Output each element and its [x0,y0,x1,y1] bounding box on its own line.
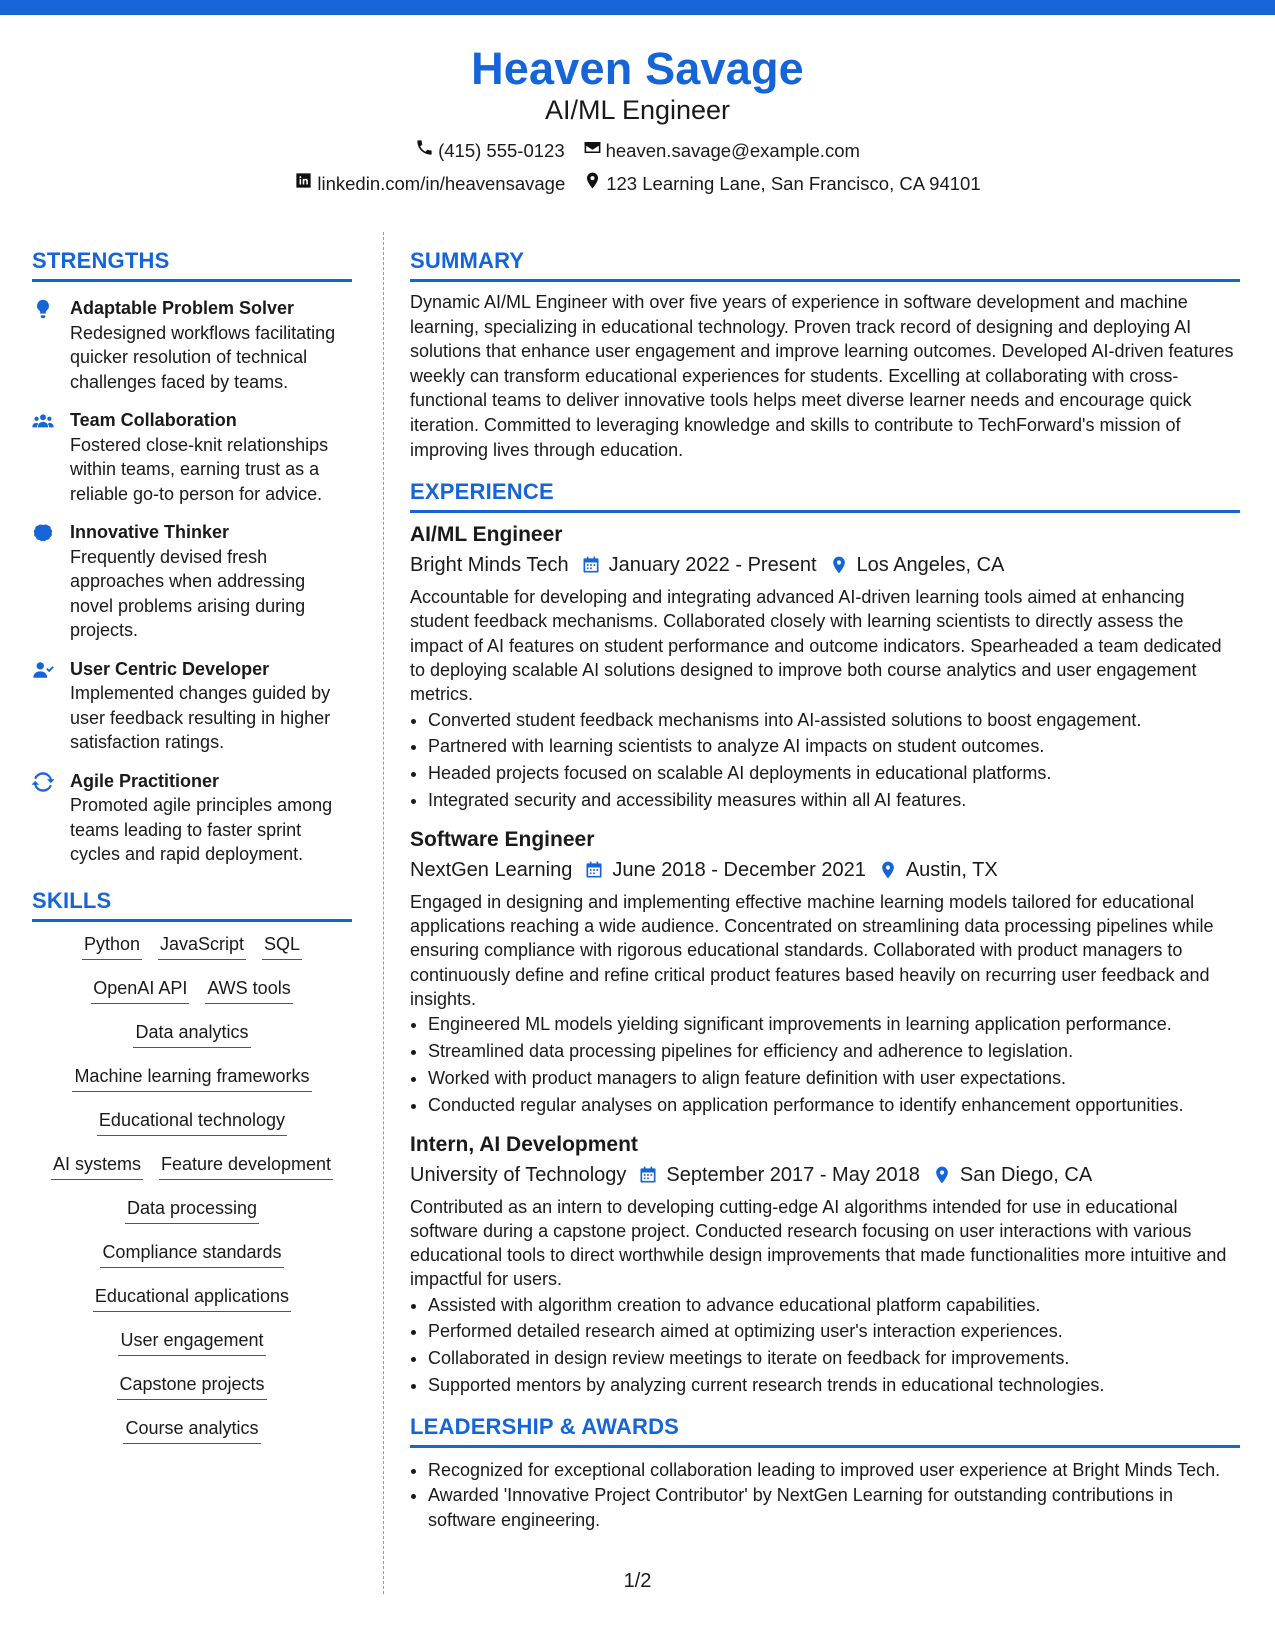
page-number: 1/2 [623,1570,652,1592]
strength-item [32,657,352,755]
skill-row [32,1372,352,1400]
job-entry [410,521,1240,814]
skill-tag: Feature development [159,1152,333,1180]
company-name: Bright Minds Tech [410,554,569,577]
strengths-heading: STRENGTHS [32,247,352,282]
contact-email [583,138,860,163]
bullet-item: • Engineered ML models yielding significant improvements in learning application performance. [428,1011,1240,1038]
bullet-item: • Headed projects focused on scalable AI deployments in educational platforms. [428,760,1240,787]
job-title: Intern, AI Development [410,1132,638,1156]
skill-row [32,1328,352,1356]
strength-description: Fostered close-knit relationships within teams, earning trust as a reliable go-to person for advice. [70,434,329,504]
skill-tag: User engagement [118,1328,265,1356]
top-accent-bar [0,0,1275,15]
job-meta [410,551,1240,579]
skill-row [32,1064,352,1092]
skill-tag: Educational applications [93,1284,291,1312]
address-text: 123 Learning Lane, San Francisco, CA 94101 [606,172,981,194]
skill-tag: Machine learning frameworks [72,1064,311,1092]
skills-list [32,932,352,1444]
skill-row [32,1020,352,1048]
brain-icon [32,522,56,544]
skill-row [32,1152,352,1180]
candidate-name: Heaven Savage [471,43,804,94]
strength-title: Agile Practitioner [70,770,220,791]
skill-row [32,932,352,960]
contact-address [583,171,980,196]
company-name: NextGen Learning [410,858,573,881]
strength-item [32,296,352,394]
envelope-icon [583,138,602,163]
strength-title: Innovative Thinker [70,522,230,542]
job-location: Los Angeles, CA [856,554,1005,577]
award-item: • Recognized for exceptional collaboration leading to improved user experience at Bright Minds Tech. [428,1458,1240,1483]
bullet-item: • Assisted with algorithm creation to advance educational platform capabilities. [428,1292,1240,1319]
skill-tag: Course analytics [123,1416,260,1444]
strength-description: Frequently devised fresh approaches when addressing novel problems arising during projects. [70,546,306,640]
skill-tag: Data analytics [133,1020,250,1048]
map-pin-icon [878,860,898,880]
resume-header [0,42,1275,196]
job-bullets [410,1292,1240,1399]
skill-tag: AWS tools [205,976,292,1004]
job-meta [410,856,1240,884]
strength-item [32,520,352,643]
skill-tag: JavaScript [158,932,246,960]
strength-title: Team Collaboration [70,410,237,430]
skill-tag: AI systems [51,1152,143,1180]
job-location: Austin, TX [905,858,998,881]
bullet-item: • Integrated security and accessibility measures within all AI features. [428,787,1240,814]
strength-item [32,408,352,506]
map-pin-icon [932,1165,952,1185]
email-link[interactable]: heaven.savage@example.com [605,139,860,161]
job-bullets [410,707,1240,814]
phone-text[interactable]: (415) 555-0123 [438,139,565,161]
job-description: Accountable for developing and integrating advanced AI-driven learning tools aimed at enhancing student feedback mechanisms. Collaborated closely with learning scientists to directly assess the impact of AI features on student performance and outcome indicators. Spearheaded a team dedicated to deploying scalable AI solutions designed to improve both course analytics and user engagement metrics. [410,587,1222,705]
sync-icon [32,771,56,793]
user-check-icon [32,659,56,681]
award-item: • Awarded 'Innovative Project Contributor' by NextGen Learning for outstanding contributions in software engineering. [428,1483,1240,1532]
candidate-title: AI/ML Engineer [544,95,731,125]
phone-icon [415,138,434,163]
job-title: AI/ML Engineer [410,523,563,547]
skill-row [32,1108,352,1136]
job-meta [410,1161,1240,1189]
strength-title: Adaptable Problem Solver [70,298,295,318]
job-entry [410,826,1240,1119]
linkedin-link[interactable]: linkedin.com/in/heavensavage [317,172,566,194]
job-title: Software Engineer [410,827,595,851]
awards-list [410,1458,1240,1533]
job-entry [410,1131,1240,1399]
summary-text: Dynamic AI/ML Engineer with over five years of experience in software development and machine learning, specializing in educational technology. Proven track record of designing and deploying AI solutions that enhance user engagement and improve learning outcomes. Developed AI-driven features weekly can transform educational experiences for students. Excelling at collaborating with cross-functional teams to deliver innovative tools helps meet diverse learner needs and encourage quick iteration. Committed to leveraging knowledge and skills to contribute to TechForward's mission of improving lives through education. [410,292,1234,460]
bullet-item: • Converted student feedback mechanisms into AI-assisted solutions to boost engagement. [428,707,1240,734]
summary-heading: SUMMARY [410,247,1240,282]
column-divider [383,232,384,1594]
strength-item [32,769,352,867]
bullet-item: • Conducted regular analyses on application performance to identify enhancement opportunities. [428,1092,1240,1119]
job-location: San Diego, CA [959,1163,1093,1186]
right-column [410,247,1240,1533]
calendar-icon [581,555,601,575]
skill-row [32,1240,352,1268]
job-bullets [410,1011,1240,1118]
contact-linkedin [294,171,565,196]
lightbulb-icon [32,298,56,320]
experience-heading: EXPERIENCE [410,478,1240,513]
skill-row [32,1196,352,1224]
skill-tag: SQL [262,932,302,960]
linkedin-icon [294,171,313,196]
skill-tag: OpenAI API [91,976,189,1004]
users-icon [32,410,56,432]
bullet-item: • Partnered with learning scientists to analyze AI impacts on student outcomes. [428,733,1240,760]
strength-description: Redesigned workflows facilitating quicker resolution of technical challenges faced by teams. [70,322,336,392]
skill-row [32,976,352,1004]
bullet-item: • Streamlined data processing pipelines for efficiency and adherence to legislation. [428,1038,1240,1065]
job-dates: September 2017 - May 2018 [666,1163,920,1186]
strength-title: User Centric Developer [70,658,270,679]
skill-row [32,1416,352,1444]
skill-tag: Data processing [125,1196,259,1224]
calendar-icon [584,860,604,880]
contact-row [0,138,1275,163]
job-dates: June 2018 - December 2021 [612,858,866,881]
company-name: University of Technology [410,1163,627,1186]
strength-description: Promoted agile principles among teams leading to faster sprint cycles and rapid deployment. [70,795,333,864]
strength-description: Implemented changes guided by user feedback resulting in higher satisfaction ratings. [70,683,331,752]
skill-row [32,1284,352,1312]
bullet-item: • Performed detailed research aimed at optimizing user's interaction experiences. [428,1318,1240,1345]
calendar-icon [638,1165,658,1185]
contact-phone [415,138,565,163]
skill-tag: Python [82,932,142,960]
contact-row [0,171,1275,196]
map-pin-icon [829,555,849,575]
left-column [32,247,352,1444]
bullet-item: • Worked with product managers to align feature definition with user expectations. [428,1065,1240,1092]
skill-tag: Capstone projects [117,1372,266,1400]
job-description: Engaged in designing and implementing effective machine learning models tailored for educational applications reaching a wide audience. Concentrated on streamlining data processing pipelines while ensuring compliance with rigorous educational standards. Collaborated with product managers to continuously define and refine critical product features based heavily on recurring user feedback and insights. [410,891,1214,1010]
skill-tag: Compliance standards [100,1240,283,1268]
awards-heading: LEADERSHIP & AWARDS [410,1413,1240,1448]
skill-tag: Educational technology [97,1108,287,1136]
map-pin-icon [583,171,602,196]
bullet-item: • Supported mentors by analyzing current research trends in educational technologies. [428,1372,1240,1399]
bullet-item: • Collaborated in design review meetings to iterate on feedback for improvements. [428,1345,1240,1372]
job-dates: January 2022 - Present [608,554,817,577]
skills-heading: SKILLS [32,887,352,922]
job-description: Contributed as an intern to developing cutting-edge AI algorithms intended for use in educational software during a capstone project. Conducted research focusing on user interactions with various educational tools to direct worthwhile design improvements that made functionalities more intuitive and impactful for users. [410,1196,1227,1290]
